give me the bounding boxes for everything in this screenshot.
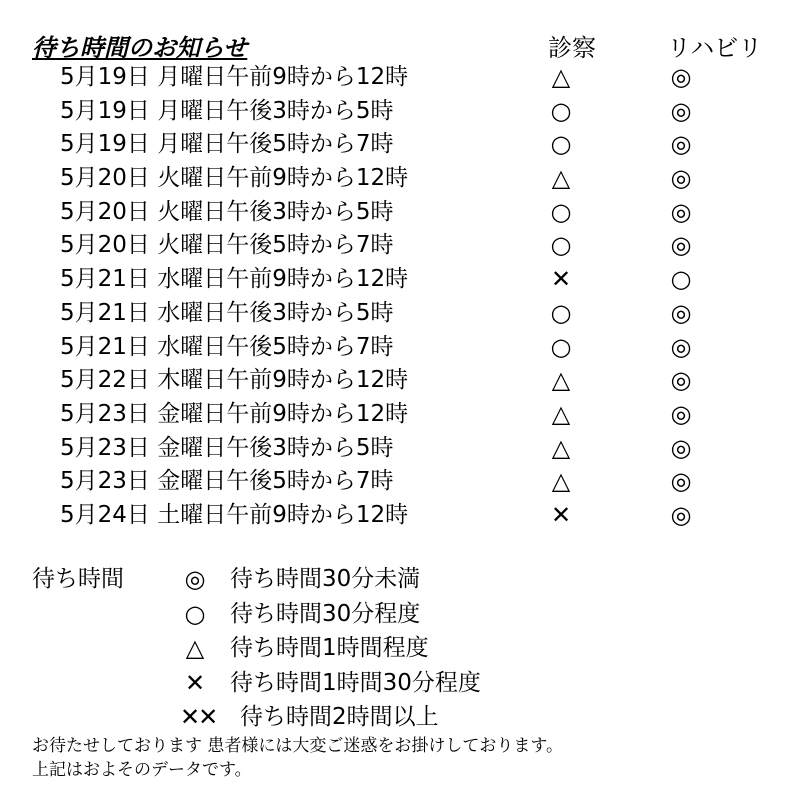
- legend-text: 待ち時間2時間以上: [240, 704, 439, 730]
- schedule-row: [0, 197, 795, 231]
- rehab-wait-mark: ◎: [670, 164, 692, 193]
- time-slot: 5月22日 木曜日午前9時から12時: [60, 367, 409, 394]
- legend-text: 待ち時間1時間30分程度: [230, 669, 481, 696]
- legend-item: [0, 631, 795, 666]
- time-slot: 5月19日 月曜日午後5時から7時: [60, 131, 394, 158]
- schedule-row: [0, 500, 795, 534]
- schedule-row: [0, 96, 795, 130]
- schedule-row: [0, 230, 795, 264]
- legend-item: [0, 700, 795, 735]
- time-slot: 5月21日 水曜日午後3時から5時: [60, 299, 394, 326]
- time-slot: 5月21日 水曜日午前9時から12時: [60, 266, 409, 293]
- schedule-list: [0, 62, 795, 534]
- time-slot: 5月23日 金曜日午後3時から5時: [60, 434, 394, 461]
- legend-heading: 待ち時間: [32, 566, 124, 592]
- shinsatsu-wait-mark: ○: [550, 332, 572, 361]
- legend-text: 待ち時間30分程度: [230, 600, 421, 627]
- time-slot: 5月20日 火曜日午後5時から7時: [60, 232, 394, 259]
- legend-symbol: ✕✕: [180, 703, 217, 731]
- legend-item: [0, 597, 795, 632]
- rehab-wait-mark: ◎: [670, 366, 692, 395]
- column-header-shinsatsu: 診察: [548, 34, 596, 62]
- legend-symbol: ◎: [184, 565, 206, 593]
- rehab-wait-mark: ◎: [670, 500, 692, 529]
- schedule-row: [0, 298, 795, 332]
- schedule-row: [0, 62, 795, 96]
- legend-symbol: ○: [184, 599, 206, 628]
- shinsatsu-wait-mark: △: [551, 164, 571, 193]
- time-slot: 5月23日 金曜日午前9時から12時: [60, 400, 409, 427]
- shinsatsu-wait-mark: △: [551, 399, 571, 428]
- legend-text: 待ち時間1時間程度: [230, 635, 429, 661]
- schedule-row: [0, 264, 795, 298]
- rehab-wait-mark: ◎: [670, 197, 692, 226]
- rehab-wait-mark: ◎: [670, 63, 692, 91]
- shinsatsu-wait-mark: △: [551, 63, 571, 91]
- time-slot: 5月19日 月曜日午前9時から12時: [60, 64, 409, 90]
- time-slot: 5月19日 月曜日午後3時から5時: [60, 97, 394, 124]
- time-slot: 5月20日 火曜日午後3時から5時: [60, 198, 394, 225]
- schedule-row: [0, 332, 795, 366]
- schedule-row: [0, 433, 795, 467]
- shinsatsu-wait-mark: ✕: [550, 265, 572, 294]
- rehab-wait-mark: ◎: [670, 332, 692, 361]
- legend-item: [0, 562, 795, 597]
- legend-symbol: ✕: [184, 668, 206, 697]
- legend-item: [0, 666, 795, 701]
- time-slot: 5月21日 水曜日午後5時から7時: [60, 333, 394, 360]
- time-slot: 5月23日 金曜日午後5時から7時: [60, 468, 394, 495]
- rehab-wait-mark: ◎: [670, 399, 692, 428]
- shinsatsu-wait-mark: ○: [550, 231, 572, 260]
- schedule-row: [0, 399, 795, 433]
- shinsatsu-wait-mark: △: [551, 467, 571, 496]
- note-approximate-data: 上記はおよそのデータです。: [32, 760, 252, 780]
- notes: [32, 734, 563, 782]
- shinsatsu-wait-mark: ○: [550, 130, 572, 159]
- shinsatsu-wait-mark: ○: [550, 197, 572, 226]
- page-title: 待ち時間のお知らせ: [32, 34, 248, 62]
- schedule-row: [0, 163, 795, 197]
- rehab-wait-mark: ◎: [670, 467, 692, 496]
- shinsatsu-wait-mark: ✕: [550, 500, 572, 529]
- time-slot: 5月20日 火曜日午前9時から12時: [60, 165, 409, 192]
- shinsatsu-wait-mark: △: [551, 366, 571, 395]
- rehab-wait-mark: ○: [670, 265, 692, 294]
- shinsatsu-wait-mark: ○: [550, 298, 572, 327]
- schedule-row: [0, 466, 795, 500]
- schedule-row: [0, 365, 795, 399]
- time-slot: 5月24日 土曜日午前9時から12時: [60, 501, 409, 528]
- rehab-wait-mark: ◎: [670, 433, 692, 462]
- note-apology: お待たせしております 患者様には大変ご迷惑をお掛けしております。: [32, 736, 564, 756]
- column-header-rehab: リハビリ: [667, 34, 763, 62]
- legend-text: 待ち時間30分未満: [230, 566, 421, 592]
- shinsatsu-wait-mark: ○: [550, 96, 572, 125]
- legend: [0, 562, 795, 735]
- rehab-wait-mark: ◎: [670, 96, 692, 125]
- schedule-row: [0, 129, 795, 163]
- legend-symbol: △: [185, 634, 205, 662]
- shinsatsu-wait-mark: △: [551, 433, 571, 462]
- rehab-wait-mark: ◎: [670, 298, 692, 327]
- rehab-wait-mark: ◎: [670, 231, 692, 260]
- rehab-wait-mark: ◎: [670, 130, 692, 159]
